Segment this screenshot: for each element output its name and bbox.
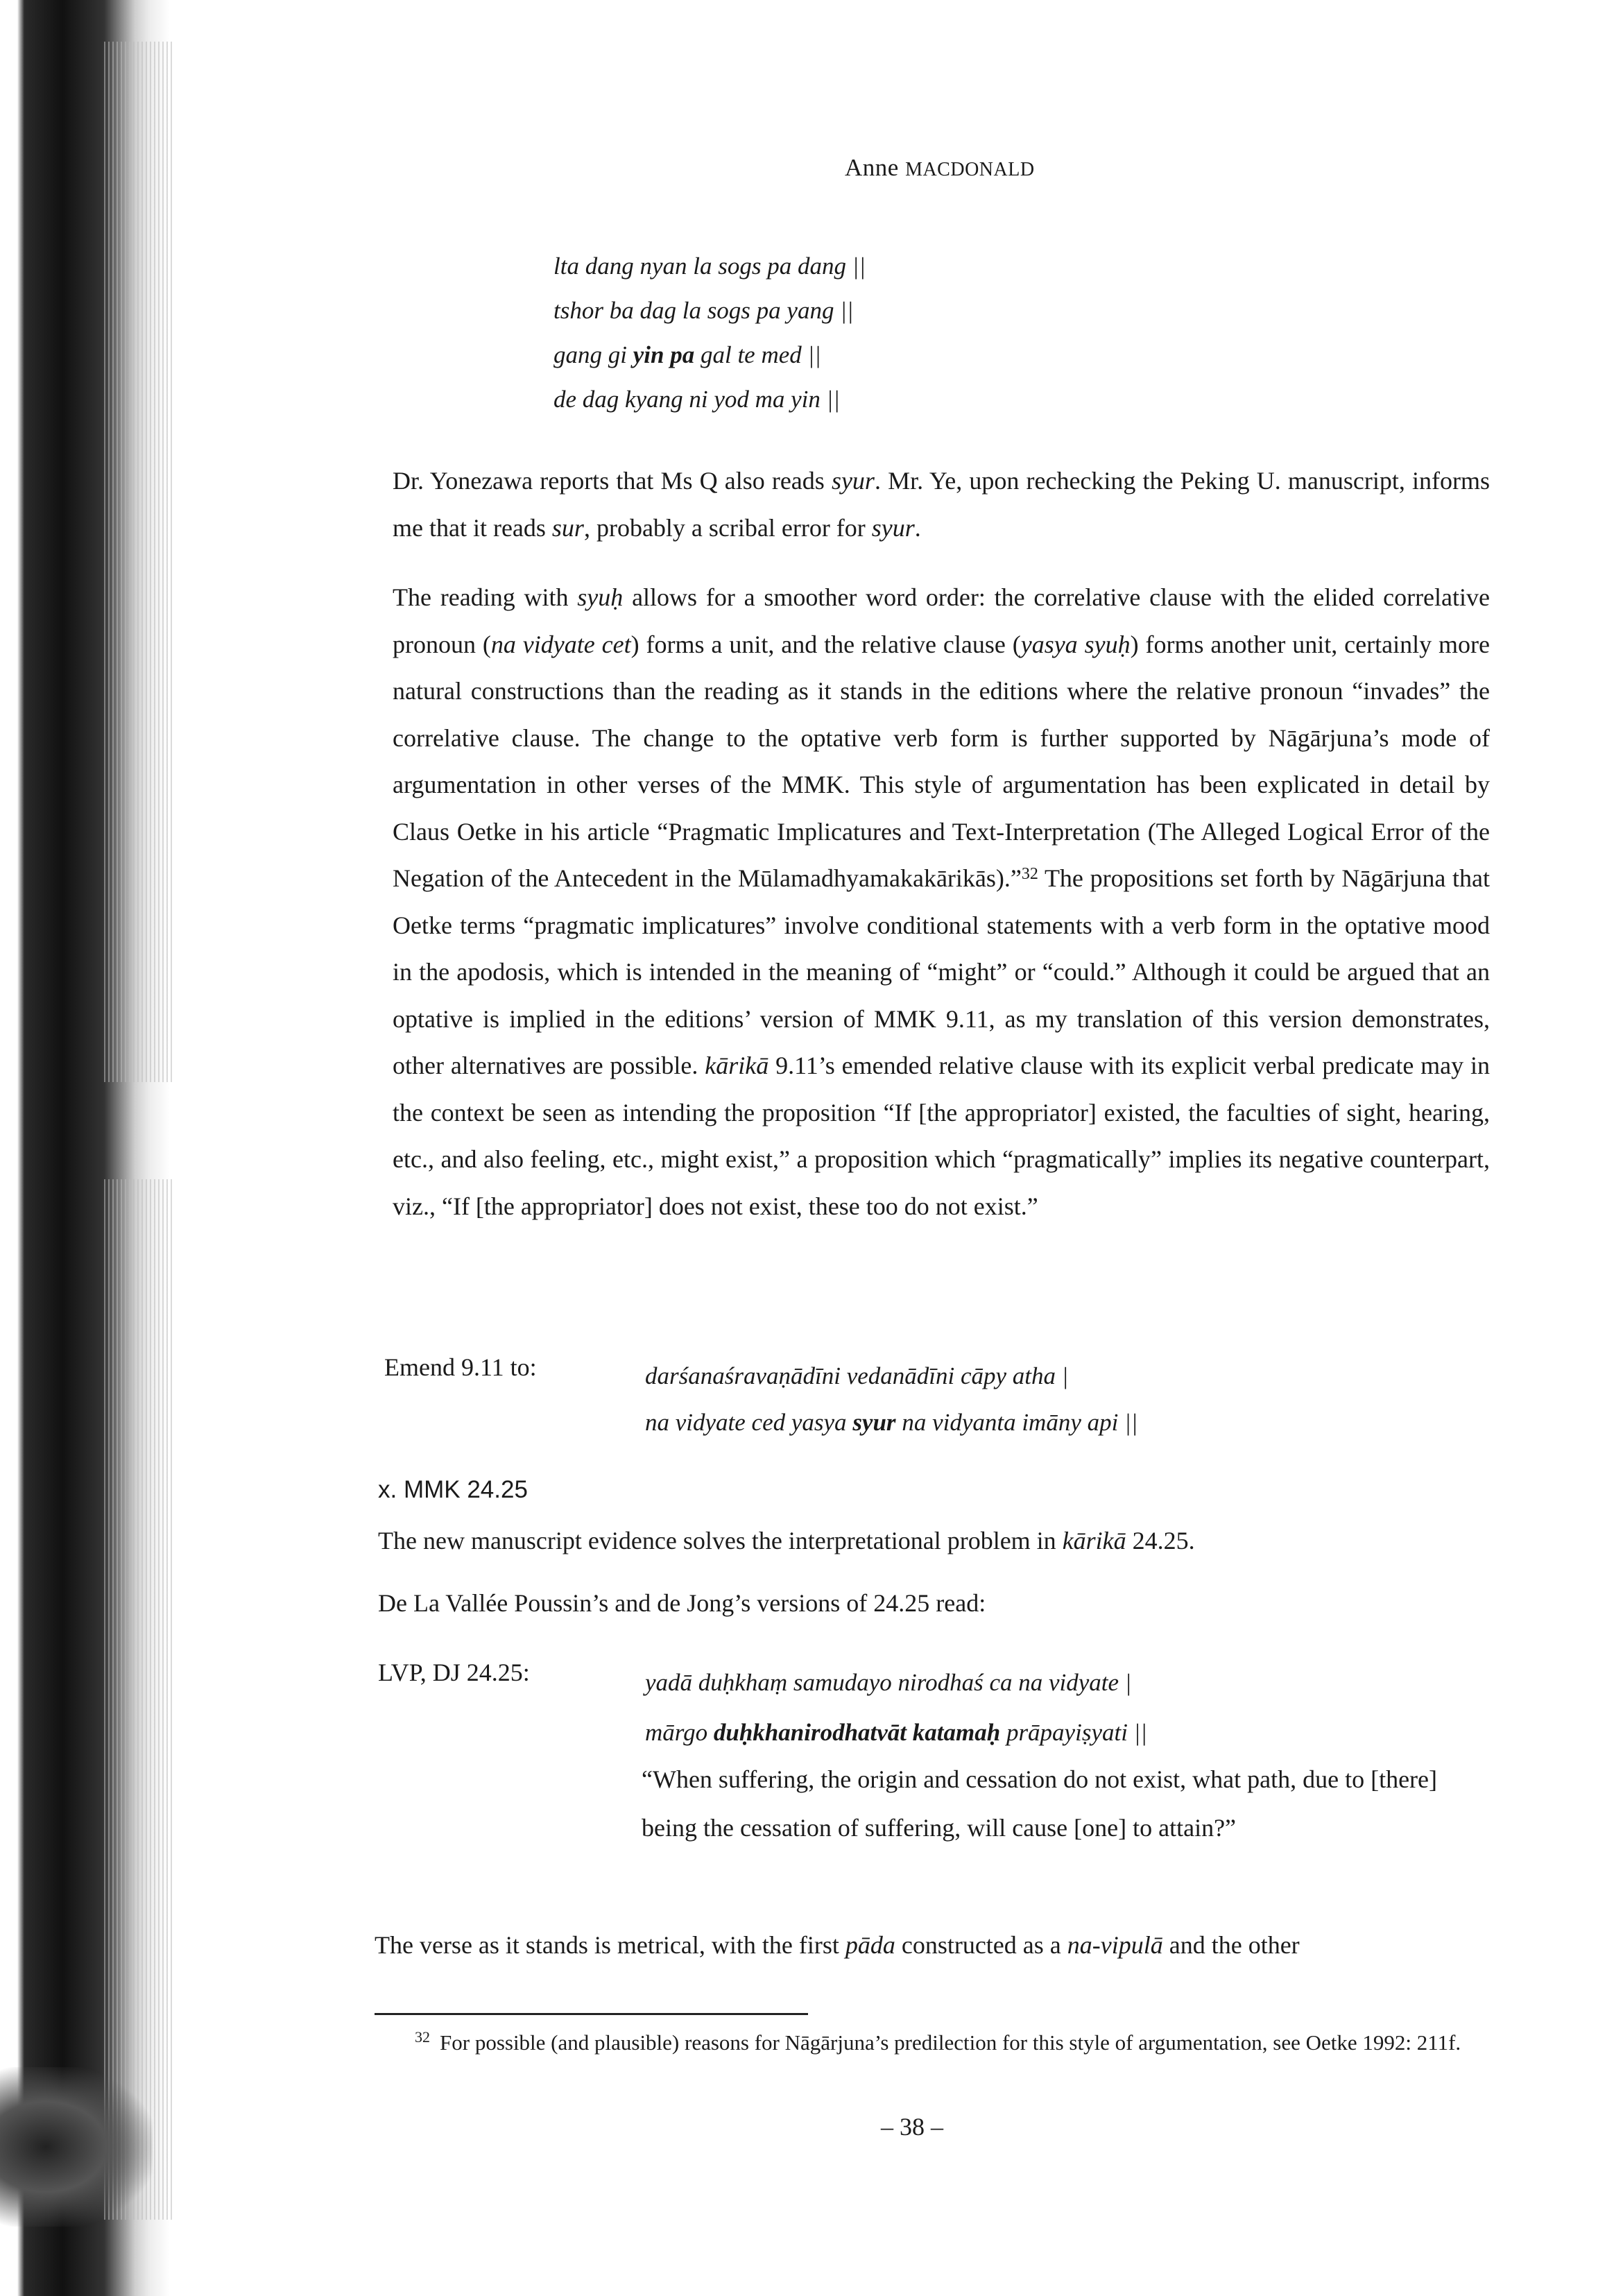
scan-edge-shadow bbox=[0, 0, 173, 2296]
verse-line: gang gi yin pa gal te med || bbox=[553, 341, 821, 368]
lvp-verse bbox=[645, 1658, 1147, 1758]
paragraph-argument: The reading with syuḥ allows for a smoother word order: the correlative clause with the elided correlative pronoun (na vidyate cet) forms a unit, and the relative clause (yasya syuḥ) forms another unit, certainly more natural constructions than the reading as it stands in the editions where the relative pronoun “invades” the correlative clause. The change to the optative verb form is further supported by Nāgārjuna’s mode of argumentation in other verses of the MMK. This style of argumentation has been explicated in detail by Claus Oetke in his article “Pragmatic Implicatures and Text-Interpretation (The Alleged Logical Error of the Negation of the Antecedent in the Mūlamadhyamakakārikās).”$^{32}$ The propositions set forth by Nāgārjuna that Oetke terms “pragmatic implicatures” involve conditional statements with a verb form in the optative mood in the apodosis, which is intended in the meaning of “might” or “could.” Although it could be argued that an optative is implied in the editions’ version of MMK 9.11, as my translation of this version demonstrates, other alternatives are possible. kārikā 9.11’s emended relative clause with its explicit verbal predicate may in the context be seen as intending the proposition “If [the appropriator] existed, the faculties of sight, hearing, etc., and also feeling, etc., might exist,” a proposition which “pragmatically” implies its negative counterpart, viz., “If [the appropriator] does not exist, these too do not exist.” bbox=[393, 583, 1491, 1220]
page-number: – 38 – bbox=[881, 2113, 943, 2141]
footnote bbox=[416, 2027, 1470, 2059]
footnote-ref: 32 bbox=[1021, 865, 1038, 883]
lvp-line: yadā duḥkhaṃ samudayo nirodhaś ca na vidyate | bbox=[645, 1669, 1132, 1696]
paragraph-manuscript-readings: Dr. Yonezawa reports that Ms Q also reads syur. Mr. Ye, upon rechecking the Peking U. manuscript, informs me that it reads sur, probably a scribal error for syur. bbox=[393, 467, 1490, 542]
scan-streak bbox=[104, 42, 173, 1082]
verse-line: tshor ba dag la sogs pa yang || bbox=[553, 297, 854, 324]
emend-line: na vidyate ced yasya syur na vidyanta imāny api || bbox=[645, 1409, 1138, 1436]
footnote-number: 32 bbox=[415, 2028, 430, 2046]
emend-label: Emend 9.11 to: bbox=[384, 1353, 537, 1381]
emend-line: darśanaśravaṇādīni vedanādīni cāpy atha | bbox=[645, 1362, 1069, 1389]
paragraph-versions: De La Vallée Poussin’s and de Jong’s versions of 24.25 read: bbox=[378, 1589, 986, 1617]
footnote-text: For possible (and plausible) reasons for Nāgārjuna’s predilection for this style of argumentation, see Oetke 1992: 211f. bbox=[440, 2030, 1461, 2055]
section-heading: x. MMK 24.25 bbox=[378, 1476, 528, 1503]
header-author-last: MACDONALD bbox=[905, 159, 1035, 180]
running-header bbox=[845, 154, 1035, 182]
header-author-first: Anne bbox=[845, 154, 899, 181]
lvp-label: LVP, DJ 24.25: bbox=[378, 1659, 530, 1686]
lvp-line: mārgo duḥkhanirodhatvāt katamaḥ prāpayiṣyati || bbox=[645, 1719, 1147, 1746]
tibetan-verse bbox=[553, 244, 866, 422]
verse-line: de dag kyang ni yod ma yin || bbox=[553, 386, 840, 413]
scan-blot bbox=[0, 2067, 153, 2227]
paragraph-metrical: The verse as it stands is metrical, with the first pāda constructed as a na-vipulā and the other bbox=[375, 1931, 1300, 1959]
emend-verse bbox=[645, 1353, 1137, 1446]
verse-line: lta dang nyan la sogs pa dang || bbox=[553, 252, 866, 280]
paragraph-new-evidence: The new manuscript evidence solves the interpretational problem in kārikā 24.25. bbox=[378, 1527, 1195, 1554]
footnote-divider bbox=[375, 2013, 808, 2015]
scan-streak bbox=[104, 1179, 173, 2220]
verse-translation: “When suffering, the origin and cessation do not exist, what path, due to [there] being the cessation of suffering, will cause [one] to attain?” bbox=[642, 1765, 1438, 1842]
